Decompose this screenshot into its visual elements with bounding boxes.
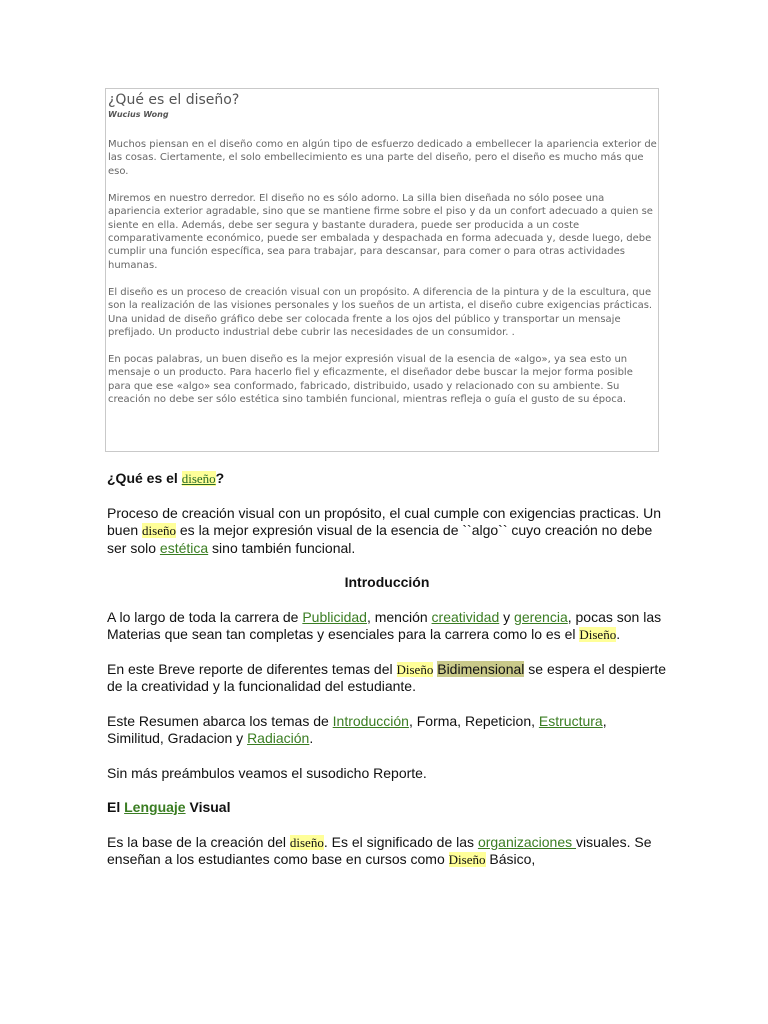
text: es la mejor expresión visual de la esencia de ``algo`` cuyo creación no debe ser solo <box>107 522 653 556</box>
box-title: ¿Qué es el diseño? <box>108 92 240 108</box>
paragraph-intro-1 <box>107 609 667 644</box>
text: , pocas son las Materias que sean tan completas y esenciales para la carrera como lo es el <box>107 608 662 642</box>
link-creatividad[interactable]: creatividad <box>431 608 500 625</box>
text: , mención <box>366 608 432 625</box>
text: visuales. Se enseñan a los estudiantes como base en cursos como <box>107 833 652 867</box>
paragraph-definition <box>107 505 667 558</box>
keyword-link-diseno[interactable]: Diseño <box>579 627 617 642</box>
heading-introduccion: Introducción <box>344 574 430 590</box>
link-radiacion[interactable]: Radiación <box>247 730 310 746</box>
keyword-link-diseno[interactable]: Diseño <box>448 852 486 867</box>
text: , Similitud, Gradacion y <box>107 712 607 746</box>
link-estructura[interactable]: Estructura <box>538 712 603 729</box>
text: sino también funcional. <box>208 539 356 556</box>
box-author: Wucius Wong <box>108 110 169 119</box>
link-estetica[interactable]: estética <box>159 539 209 556</box>
text: . Es el significado de las <box>323 833 478 850</box>
text: y <box>499 608 515 625</box>
section-heading-que-es <box>107 470 667 488</box>
link-lenguaje[interactable]: Lenguaje <box>124 799 186 815</box>
document-body <box>107 470 667 869</box>
highlighted-term-bidimensional: Bidimensional <box>437 660 525 677</box>
heading-text: ¿Qué es el <box>107 470 182 486</box>
link-gerencia[interactable]: gerencia <box>514 608 568 625</box>
text: Básico, <box>485 851 536 867</box>
box-paragraph-4: En pocas palabras, un buen diseño es la mejor expresión visual de la esencia de «algo», ya sea esto un mensaje o un producto. Para hacerlo fiel y eficazmente, el diseñador debe buscar la mejor forma posible para que ese «algo» sea conformado, fabricado, distribuido, usado y relacionado con su ambiente. Su creación no debe ser sólo estética sino también funcional, mientras refleja o guía el gusto de su época. <box>108 354 633 406</box>
text: . <box>309 730 314 746</box>
heading-text: El <box>107 799 125 815</box>
text: , Forma, Repeticion, <box>408 712 539 729</box>
text: En este Breve reporte de diferentes temas del <box>107 660 397 677</box>
text: Este Resumen abarca los temas de <box>107 712 333 729</box>
paragraph-intro-2 <box>107 661 667 696</box>
keyword-link-diseno[interactable]: diseño <box>142 523 176 538</box>
paragraph-lenguaje <box>107 834 667 869</box>
keyword-link-diseno[interactable]: Diseño <box>396 661 434 677</box>
box-paragraph-2: Miremos en nuestro derredor. El diseño no es sólo adorno. La silla bien diseñada no sólo posee una apariencia exterior agradable, sino que se mantiene firme sobre el piso y da un confort adecuado a quien se siente en ella. Además, debe ser segura y bastante duradera, puede ser producida a un coste comparativamente económico, puede ser embalada y despachada en forma adecuada y, desde luego, debe cumplir una función específica, sea para trabajar, para descansar, para comer o para otras actividades humanas. <box>108 192 653 271</box>
text: se espera el despierte de la creatividad y la funcionalidad del estudiante. <box>107 660 667 694</box>
box-paragraph-1: Muchos piensan en el diseño como en algún tipo de esfuerzo dedicado a embellecer la apariencia exterior de las cosas. Ciertamente, el solo embellecimiento es una parte del diseño, pero el diseño es mucho más que eso. <box>108 139 657 177</box>
keyword-link-diseno[interactable]: diseño <box>289 834 324 850</box>
keyword-link-diseno[interactable]: diseño <box>181 471 216 486</box>
text: Es la base de la creación del <box>107 833 290 850</box>
text: Proceso de creación visual con un propósito, el cual cumple con exigencias practicas. Un buen <box>107 504 662 538</box>
paragraph-intro-3 <box>107 713 667 748</box>
paragraph-intro-4: Sin más preámbulos veamos el susodicho Reporte. <box>107 764 427 781</box>
quoted-article-box <box>105 88 659 452</box>
text: A lo largo de toda la carrera de <box>107 608 303 625</box>
section-heading-lenguaje-visual <box>107 799 667 817</box>
link-publicidad[interactable]: Publicidad <box>302 608 367 625</box>
box-paragraph-3: El diseño es un proceso de creación visual con un propósito. A diferencia de la pintura y de la escultura, que son la realización de las visiones personales y los sueños de un artista, el diseño cubre exigencias prácticas. Una unidad de diseño gráfico debe ser colocada frente a los ojos del público y transportar un mensaje prefijado. Un producto industrial debe cubrir las necesidades de un consumidor. . <box>108 286 653 339</box>
heading-text: Visual <box>185 799 231 815</box>
link-organizaciones[interactable]: organizaciones <box>477 833 576 850</box>
heading-text: ? <box>215 470 225 486</box>
text: . <box>616 626 621 642</box>
link-introduccion[interactable]: Introducción <box>332 712 409 729</box>
